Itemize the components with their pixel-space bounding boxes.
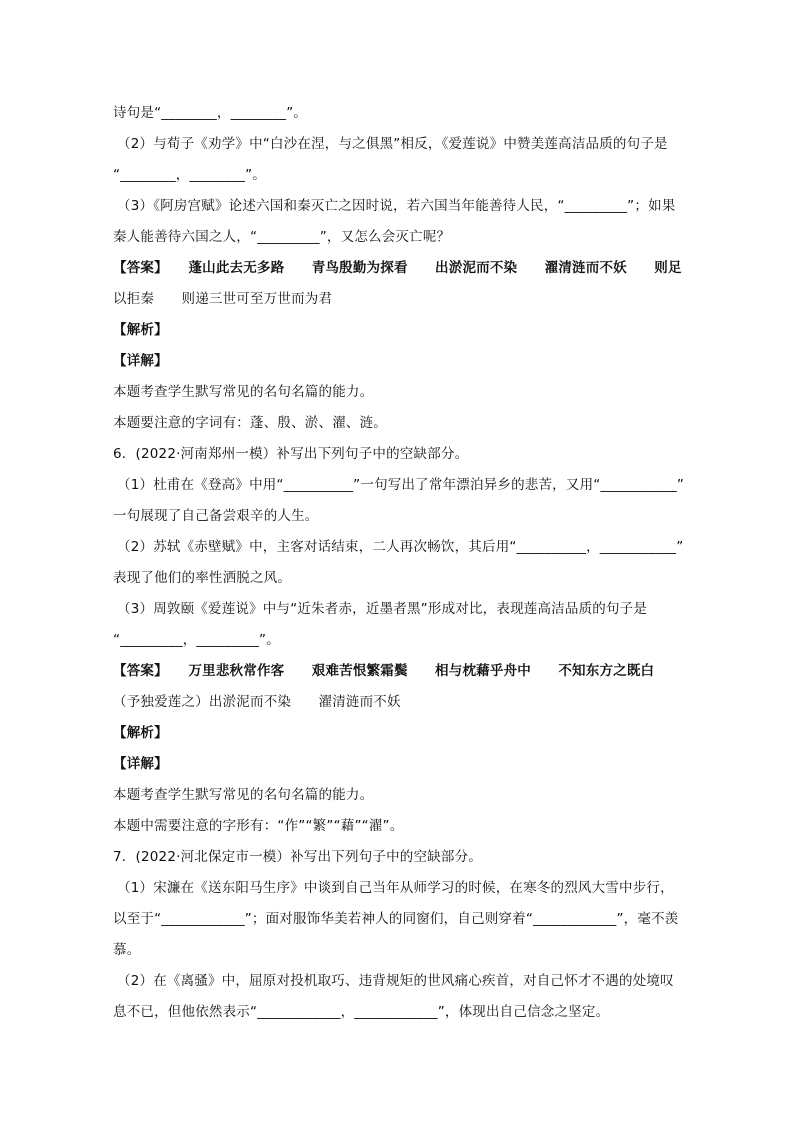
text-line: 本题中需要注意的字形有：“作”“繁”“藉”“濯”。 [113, 818, 404, 834]
text-line: 息不已，但他依然表示“____________，____________”，体现出自己信念之坚定。 [113, 1004, 610, 1020]
text-line: （1）宋濂在《送东阳马生序》中谈到自己当年从师学习的时候，在寒冬的烈风大雪中步行， [117, 880, 674, 896]
answer-line: 以拒秦 则递三世可至万世而为君 [113, 291, 333, 307]
text-line: “________，________”。 [113, 167, 266, 183]
text-line: （2）在《离骚》中，屈原对投机取巧、违背规矩的世风痛心疾首，对自己怀才不遇的处境叹 [117, 973, 674, 989]
text-line: 秦人能善待六国之人，“_________”，又怎么会灭亡呢？ [113, 229, 451, 245]
text-line: “_________，_________”。 [113, 632, 280, 648]
text-line: 以至于“____________”；面对服饰华美若神人的同窗们，自己则穿着“____________”，毫不羡 [113, 911, 679, 927]
text-line: （3）《阿房宫赋》论述六国和秦灭亡之因时说，若六国当年能善待人民，“_________”；如果 [117, 198, 676, 214]
answer-line: 【答案】 万里悲秋常作客 艰难苦恨繁霜鬓 相与枕藉乎舟中 不知东方之既白 [113, 663, 655, 679]
text-line: 本题考查学生默写常见的名句名篇的能力。 [113, 787, 374, 803]
detail-heading: 【详解】 [113, 353, 168, 369]
text-line: （1）杜甫在《登高》中用“__________”一句写出了常年漂泊异乡的悲苦，又用“___________” [117, 477, 685, 493]
text-line: 表现了他们的率性洒脱之风。 [113, 570, 292, 586]
text-line: （2）与荀子《劝学》中“白沙在涅，与之俱黑”相反，《爱莲说》中赞美莲高洁品质的句子是 [117, 136, 668, 152]
analysis-heading: 【解析】 [113, 725, 168, 741]
text-line: （2）苏轼《赤壁赋》中，主客对话结束，二人再次畅饮，其后用“__________，___________” [117, 539, 684, 555]
text-line: 慕。 [113, 942, 141, 958]
text-line: 一句展现了自己备尝艰辛的人生。 [113, 508, 319, 524]
analysis-heading: 【解析】 [113, 322, 168, 338]
answer-line: 【答案】 蓬山此去无多路 青鸟殷勤为探看 出淤泥而不染 濯清涟而不妖 则足 [113, 260, 682, 276]
question-title: 6．(2022·河南郑州一模）补写出下列句子中的空缺部分。 [113, 446, 469, 462]
text-line: （3）周敦颐《爱莲说》中与“近朱者赤，近墨者黑”形成对比，表现莲高洁品质的句子是 [117, 601, 648, 617]
question-title: 7．(2022·河北保定市一模）补写出下列句子中的空缺部分。 [113, 849, 483, 865]
answer-line: （予独爱莲之）出淤泥而不染 濯清涟而不妖 [113, 694, 401, 710]
text-line: 本题要注意的字词有：蓬、殷、淤、濯、涟。 [113, 415, 387, 431]
text-line: 本题考查学生默写常见的名句名篇的能力。 [113, 384, 374, 400]
text-line: 诗句是“________，________”。 [113, 105, 308, 121]
detail-heading: 【详解】 [113, 756, 168, 772]
